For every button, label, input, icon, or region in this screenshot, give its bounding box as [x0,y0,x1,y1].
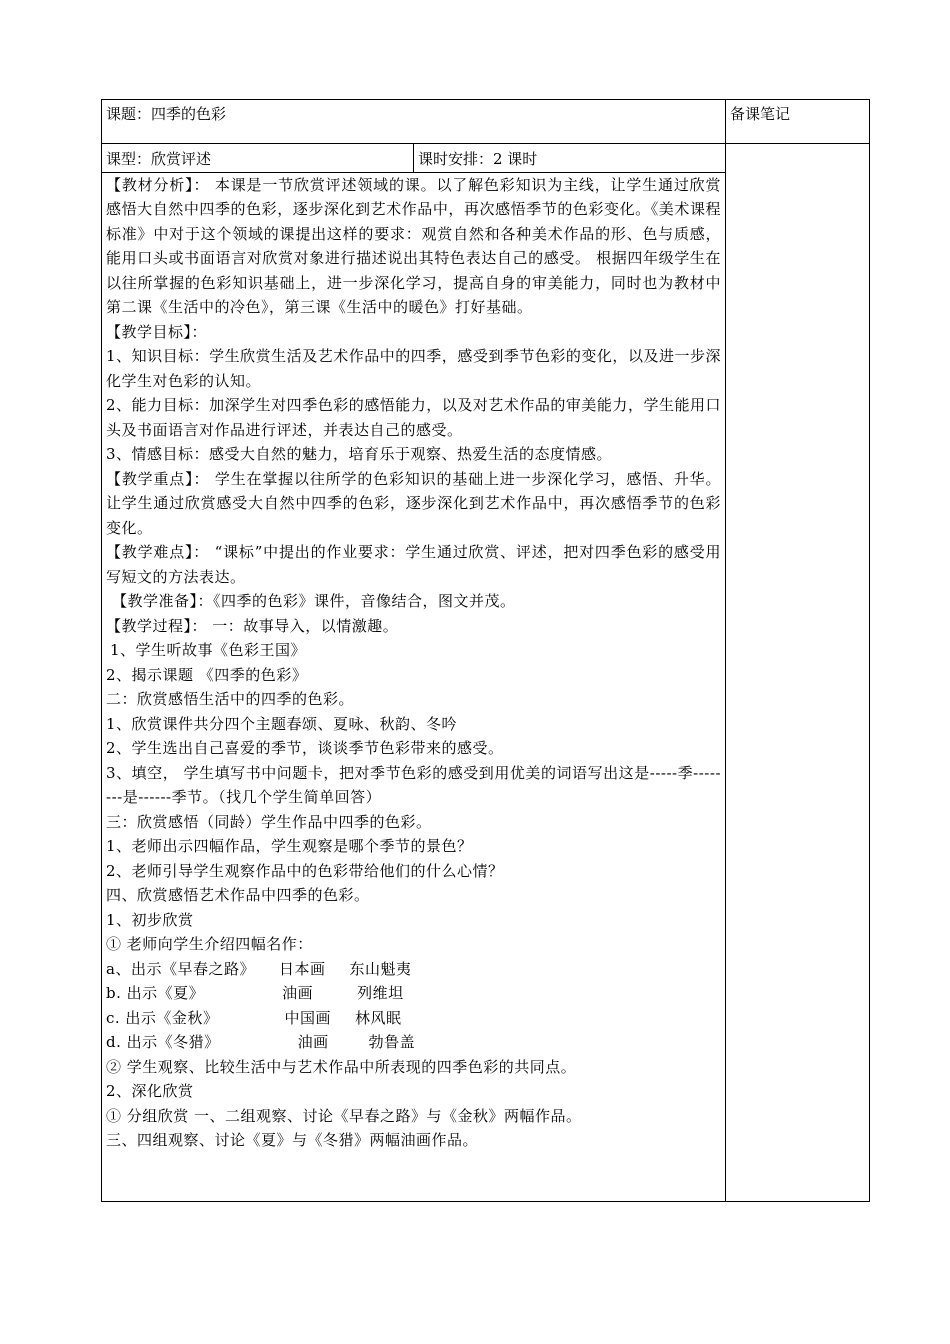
section-three-item-2: 2、老师引导学生观察作品中的色彩带给他们的什么心情？ [106,861,504,880]
goals-heading: 【教学目标】： [106,322,208,341]
artwork-label: c. 出示《金秋》 [106,1008,219,1027]
section-four-item-1b: ② 学生观察、比较生活中与艺术作品中所表现的四季色彩的共同点。 [106,1057,577,1076]
section-four-heading: 四、欣赏感悟艺术作品中四季的色彩。 [106,886,370,904]
artwork-line [106,1030,721,1055]
section-two-heading: 二：欣赏感悟生活中的四季的色彩。 [106,690,355,708]
artwork-artist: 勃鲁盖 [368,1033,416,1051]
lesson-content-cell [102,172,726,1201]
section-three-item-1: 1、老师出示四幅作品，学生观察是哪个季节的景色？ [106,837,473,855]
preparation-paragraph: 【教学准备】：《四季的色彩》课件，音像结合，图文并茂。 [112,592,516,610]
artwork-artist: 东山魁夷 [349,959,412,978]
section-two-item-3: 3、填空， 学生填写书中问题卡，把对季节色彩的感受到用优美的词语写出这是-----季--------是------季节。（找几个学生简单回答） [106,763,722,806]
artwork-artist: 林风眠 [354,1008,402,1027]
artwork-medium: 日本画 [278,959,326,978]
section-two-item-1: 1、欣赏课件共分四个主题春颂、夏咏、秋韵、冬吟 [106,714,458,733]
key-points-paragraph: 【教学重点】： 学生在掌握以往所学的色彩知识的基础上进一步深化学习，感悟、升华。让学生通过欣赏感受大自然中四季的色彩，逐步深化到艺术作品中，再次感悟季节的色彩变化。 [106,469,722,537]
lesson-topic-cell: 课题：四季的色彩 [102,100,726,144]
artwork-line [106,981,721,1006]
goal-ability: 2、能力目标：加深学生对四季色彩的感悟能力，以及对艺术作品的审美能力，学生能用口头及书面语言对作品进行评述，并表达自己的感受。 [106,396,722,439]
difficulties-paragraph: 【教学难点】： “课标”中提出的作业要求：学生通过欣赏、评述，把对四季色彩的感受用写短文的方法表达。 [106,543,722,586]
artwork-medium: 油画 [282,984,314,1002]
section-four-item-2: 2、深化欣赏 [106,1082,194,1100]
notes-column [726,144,870,1202]
goal-emotion: 3、情感目标：感受大自然的魅力，培育乐于观察、热爱生活的态度情感。 [106,445,613,463]
section-four-item-2a: ① 分组欣赏 一、二组观察、讨论《早春之路》与《金秋》两幅作品。 [106,1106,582,1125]
notes-header-cell: 备课笔记 [726,100,870,144]
artwork-line [106,957,721,982]
section-three-heading: 三：欣赏感悟（同龄）学生作品中四季的色彩。 [106,812,432,831]
section-four-item-1a: ① 老师向学生介绍四幅名作： [106,935,313,953]
analysis-paragraph: 【教材分析】： 本课是一节欣赏评述领域的课。以了解色彩知识为主线，让学生通过欣赏感悟大自然中四季的色彩，逐步深化到艺术作品中，再次感悟季节的色彩变化。《美术课程标准》中对于这个领域的课提出这样的要求：观赏自然和各种美术作品的形、色与质感，能用口头或书面语言对欣赏对象进行描述说出其特色表达自己的感受。 根据四年级学生在以往所掌握的色彩知识基础上，进一步深化学习，提高自身的审美能力，同时也为教材中第二课《生活中的冷色》，第三课《生活中的暖色》打好基础。 [106,175,722,316]
artwork-line [106,1006,721,1031]
section-two-item-2: 2、学生选出自己喜爱的季节，谈谈季节色彩带来的感受。 [106,739,504,757]
artwork-label: d. 出示《冬猎》 [106,1033,220,1051]
goal-knowledge: 1、知识目标：学生欣赏生活及艺术作品中的四季，感受到季节色彩的变化，以及进一步深化学生对色彩的认知。 [106,347,722,390]
artwork-label: b. 出示《夏》 [106,984,205,1002]
type-row [102,144,870,173]
title-row [102,100,870,144]
section-four-item-2b: 三、四组观察、讨论《夏》与《冬猎》两幅油画作品。 [106,1131,479,1149]
artwork-medium: 油画 [297,1033,329,1051]
artwork-artist: 列维坦 [357,984,404,1002]
section-four-item-1: 1、初步欣赏 [106,910,194,929]
process-intro: 【教学过程】： 一：故事导入，以情激趣。 [106,616,399,635]
artwork-label: a、出示《早春之路》 [106,959,255,978]
artwork-medium: 中国画 [284,1008,331,1027]
process-step-topic: 2、揭示课题 《四季的色彩》 [106,665,308,684]
schedule-cell: 课时安排：2 课时 [414,144,726,173]
lesson-type-cell: 课型：欣赏评述 [102,144,414,173]
lesson-plan-table [101,99,870,1202]
process-step-story: 1、学生听故事《色彩王国》 [110,641,307,659]
